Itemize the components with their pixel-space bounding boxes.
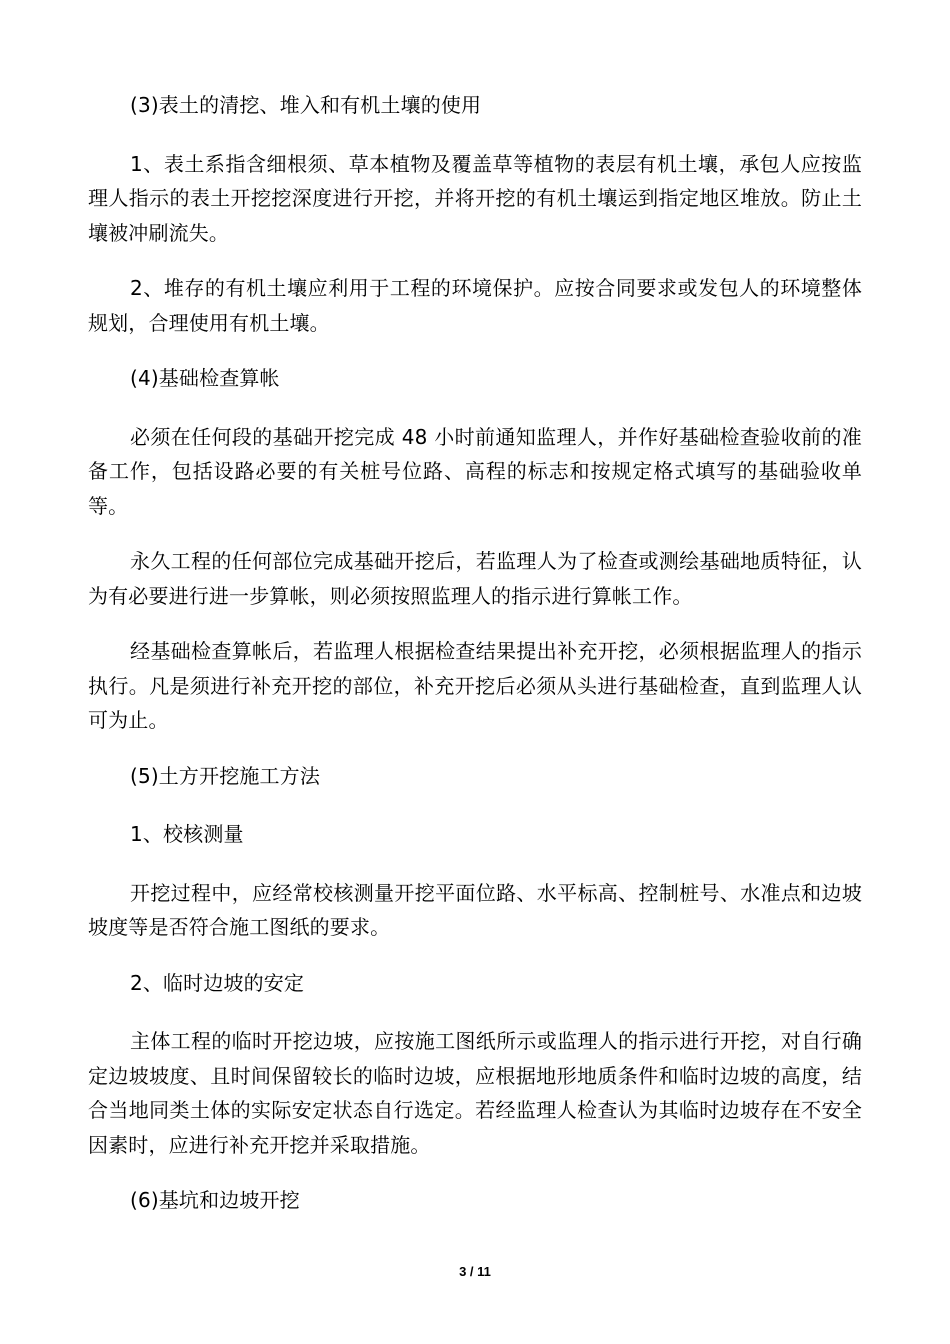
page-number: 3 / 11 [459,1264,491,1279]
paragraph-temporary-slope: 主体工程的临时开挖边坡，应按施工图纸所示或监理人的指示进行开挖，对自行确定边坡坡度、且时间保留较长的临时边坡，应根据地形地质条件和临时边坡的高度，结合当地同类土体的实际安定状态自行选定。若经监理人检查认为其临时边坡存在不安全因素时，应进行补充开挖并采取措施。 [88,1029,862,1157]
paragraph-topsoil-definition: 1、表土系指含细根须、草本植物及覆盖草等植物的表层有机土壤，承包人应按监理人指示的表土开挖挖深度进行开挖，并将开挖的有机土壤运到指定地区堆放。防止土壤被冲刷流失。 [88,151,862,245]
subheading-temporary-slope: 2、临时边坡的安定 [130,970,305,995]
section-heading-foundation-check: (4)基础检查算帐 [130,366,280,390]
section-heading-excavation-method: (5)土方开挖施工方法 [130,763,320,788]
document-body [88,88,862,1218]
section-heading-pit-slope: (6)基坑和边坡开挖 [130,1188,300,1212]
paragraph-supplementary-excavation: 经基础检查算帐后，若监理人根据检查结果提出补充开挖，必须根据监理人的指示执行。凡是须进行补充开挖的部位，补充开挖后必须从头进行基础检查，直到监理人认可为止。 [88,639,862,732]
section-heading-topsoil: (3)表土的清挖、堆入和有机土壤的使用 [130,93,482,117]
paragraph-notify-supervisor: 必须在任何段的基础开挖完成 48 小时前通知监理人，并作好基础检查验收前的准备工作，包括设路必要的有关桩号位路、高程的标志和按规定格式填写的基础验收单等。 [88,424,862,518]
paragraph-geology-survey: 永久工程的任何部位完成基础开挖后，若监理人为了检查或测绘基础地质特征，认为有必要进行进一步算帐，则必须按照监理人的指示进行算帐工作。 [88,549,862,608]
paragraph-survey-check: 开挖过程中，应经常校核测量开挖平面位路、水平标高、控制桩号、水准点和边坡坡度等是否符合施工图纸的要求。 [88,880,862,939]
paragraph-topsoil-use: 2、堆存的有机土壤应利用于工程的环境保护。应按合同要求或发包人的环境整体规划，合理使用有机土壤。 [88,276,862,335]
subheading-survey-check: 1、校核测量 [130,822,244,846]
